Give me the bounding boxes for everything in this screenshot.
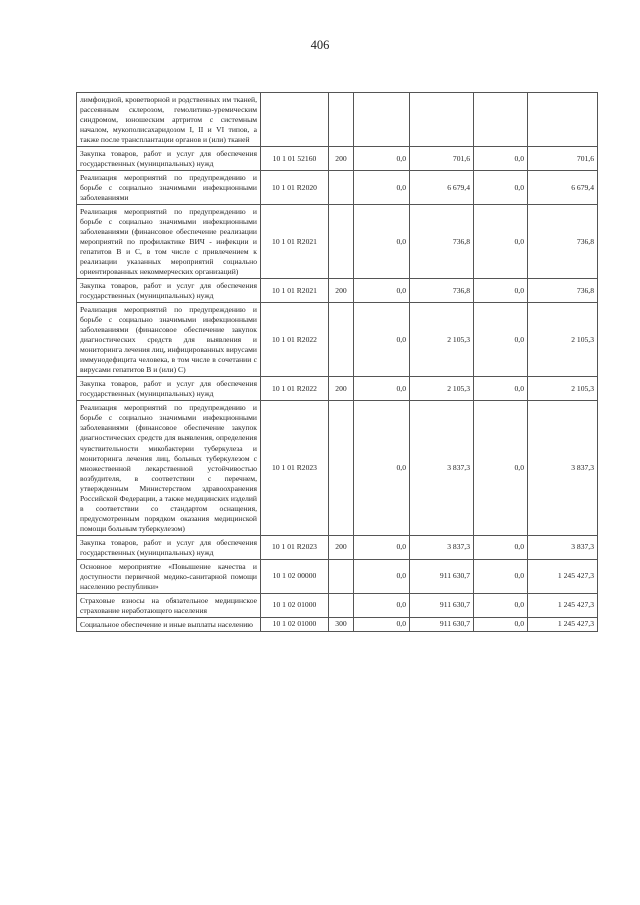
row-code-cell: 10 1 02 01000 — [261, 617, 329, 631]
row-name-cell: Закупка товаров, работ и услуг для обеспечения государственных (муниципальных) нужд — [77, 147, 261, 171]
table-row — [77, 401, 598, 535]
table-row — [77, 559, 598, 593]
row-name-cell: Закупка товаров, работ и услуг для обеспечения государственных (муниципальных) нужд — [77, 535, 261, 559]
table-row — [77, 147, 598, 171]
row-name-cell: Закупка товаров, работ и услуг для обеспечения государственных (муниципальных) нужд — [77, 377, 261, 401]
row-code-cell: 10 1 02 01000 — [261, 593, 329, 617]
row-value-cell: 6 679,4 — [528, 171, 598, 205]
row-value-cell: 3 837,3 — [410, 535, 474, 559]
table-row — [77, 617, 598, 631]
row-value-cell: 736,8 — [528, 205, 598, 279]
row-value-cell: 1 245 427,3 — [528, 593, 598, 617]
row-value-cell: 911 630,7 — [410, 593, 474, 617]
row-value-cell: 0,0 — [354, 279, 410, 303]
table-row — [77, 535, 598, 559]
row-name-cell: Социальное обеспечение и иные выплаты населению — [77, 617, 261, 631]
row-name-cell: Реализация мероприятий по предупреждению и борьбе с социально значимыми инфекционными заболеваниями (финансовое обеспечение реализации мероприятий по профилактике ВИЧ - инфекции и гепатитов В и С, в том числе с привлечением к реализации указанных мероприятий социально ориентированных некоммерческих организаций) — [77, 205, 261, 279]
row-value-cell: 736,8 — [528, 279, 598, 303]
row-name-cell: Реализация мероприятий по предупреждению и борьбе с социально значимыми инфекционными заболеваниями — [77, 171, 261, 205]
row-value-cell: 3 837,3 — [410, 401, 474, 535]
row-code-cell: 10 1 01 R2020 — [261, 171, 329, 205]
row-name-cell: Реализация мероприятий по предупреждению и борьбе с социально значимыми инфекционными заболеваниями (финансовое обеспечение закупок диагностических средств для выявления, определения чувствительности микобактерии туберкулеза и мониторинга лечения лиц, больных туберкулезом с множественной лекарственной устойчивостью возбудителя, в соответствии с перечнем, утвержденным Министерством здравоохранения Российской Федерации, а также медицинских изделий в соответствии со стандартом оснащения, предусмотренным порядком оказания медицинской помощи больным туберкулезом) — [77, 401, 261, 535]
row-name-cell: Страховые взносы на обязательное медицинское страхование неработающего населения — [77, 593, 261, 617]
row-expense-type-cell — [329, 401, 354, 535]
row-expense-type-cell: 200 — [329, 279, 354, 303]
row-value-cell: 0,0 — [474, 279, 528, 303]
row-value-cell: 911 630,7 — [410, 617, 474, 631]
row-code-cell: 10 1 01 R2022 — [261, 303, 329, 377]
row-value-cell: 0,0 — [354, 401, 410, 535]
row-value-cell: 0,0 — [474, 171, 528, 205]
row-value-cell: 701,6 — [410, 147, 474, 171]
table-row — [77, 279, 598, 303]
row-code-cell: 10 1 01 R2023 — [261, 535, 329, 559]
row-expense-type-cell — [329, 205, 354, 279]
row-code-cell: 10 1 01 R2021 — [261, 279, 329, 303]
row-value-cell: 736,8 — [410, 279, 474, 303]
row-value-cell: 2 105,3 — [410, 303, 474, 377]
row-value-cell: 2 105,3 — [528, 303, 598, 377]
row-code-cell: 10 1 01 52160 — [261, 147, 329, 171]
table-row — [77, 205, 598, 279]
row-value-cell: 736,8 — [410, 205, 474, 279]
row-value-cell: 0,0 — [474, 535, 528, 559]
row-value-cell: 701,6 — [528, 147, 598, 171]
row-value-cell: 6 679,4 — [410, 171, 474, 205]
row-value-cell: 0,0 — [354, 303, 410, 377]
page-number: 406 — [310, 38, 330, 52]
row-value-cell: 0,0 — [354, 377, 410, 401]
row-expense-type-cell: 300 — [329, 617, 354, 631]
row-value-cell: 0,0 — [354, 147, 410, 171]
row-expense-type-cell — [329, 171, 354, 205]
row-expense-type-cell — [329, 93, 354, 147]
row-value-cell — [410, 93, 474, 147]
budget-table-body — [77, 93, 598, 632]
row-name-cell: Реализация мероприятий по предупреждению и борьбе с социально значимыми инфекционными заболеваниями (финансовое обеспечение закупок диагностических средств для выявления и мониторинга лечения лиц, инфицированных вирусами иммунодефицита человека, в том числе в сочетании с вирусами гепатитов В и (или) С) — [77, 303, 261, 377]
row-code-cell: 10 1 01 R2022 — [261, 377, 329, 401]
row-value-cell: 0,0 — [354, 593, 410, 617]
row-value-cell: 0,0 — [474, 617, 528, 631]
row-value-cell: 0,0 — [354, 205, 410, 279]
row-value-cell — [528, 93, 598, 147]
row-code-cell: 10 1 01 R2021 — [261, 205, 329, 279]
row-value-cell: 0,0 — [474, 377, 528, 401]
budget-table — [76, 92, 598, 632]
row-value-cell: 2 105,3 — [410, 377, 474, 401]
table-row — [77, 377, 598, 401]
row-value-cell — [354, 93, 410, 147]
row-value-cell: 0,0 — [474, 205, 528, 279]
table-row — [77, 303, 598, 377]
row-value-cell: 1 245 427,3 — [528, 617, 598, 631]
row-value-cell: 0,0 — [354, 535, 410, 559]
row-value-cell: 3 837,3 — [528, 535, 598, 559]
table-row — [77, 593, 598, 617]
row-name-cell: Закупка товаров, работ и услуг для обеспечения государственных (муниципальных) нужд — [77, 279, 261, 303]
row-expense-type-cell — [329, 559, 354, 593]
row-expense-type-cell: 200 — [329, 147, 354, 171]
row-code-cell — [261, 93, 329, 147]
row-value-cell: 3 837,3 — [528, 401, 598, 535]
row-value-cell: 2 105,3 — [528, 377, 598, 401]
row-value-cell — [474, 93, 528, 147]
row-value-cell: 1 245 427,3 — [528, 559, 598, 593]
row-expense-type-cell — [329, 303, 354, 377]
row-expense-type-cell: 200 — [329, 535, 354, 559]
row-value-cell: 0,0 — [354, 559, 410, 593]
row-code-cell: 10 1 02 00000 — [261, 559, 329, 593]
row-value-cell: 0,0 — [474, 559, 528, 593]
row-value-cell: 0,0 — [354, 617, 410, 631]
row-name-cell: Основное мероприятие «Повышение качества и доступности первичной медико-санитарной помощи населению республики» — [77, 559, 261, 593]
row-name-cell: лимфоидной, кроветворной и родственных им тканей, рассеянным склерозом, гемолитико-уремическим синдромом, юношеским артритом с системным началом, мукополисахаридозом I, II и VI типов, а также после трансплантации органов и (или) тканей — [77, 93, 261, 147]
table-row — [77, 93, 598, 147]
row-value-cell: 0,0 — [474, 147, 528, 171]
table-row — [77, 171, 598, 205]
row-value-cell: 0,0 — [474, 401, 528, 535]
row-value-cell: 0,0 — [474, 303, 528, 377]
row-code-cell: 10 1 01 R2023 — [261, 401, 329, 535]
row-expense-type-cell: 200 — [329, 377, 354, 401]
row-value-cell: 911 630,7 — [410, 559, 474, 593]
row-value-cell: 0,0 — [354, 171, 410, 205]
row-expense-type-cell — [329, 593, 354, 617]
row-value-cell: 0,0 — [474, 593, 528, 617]
